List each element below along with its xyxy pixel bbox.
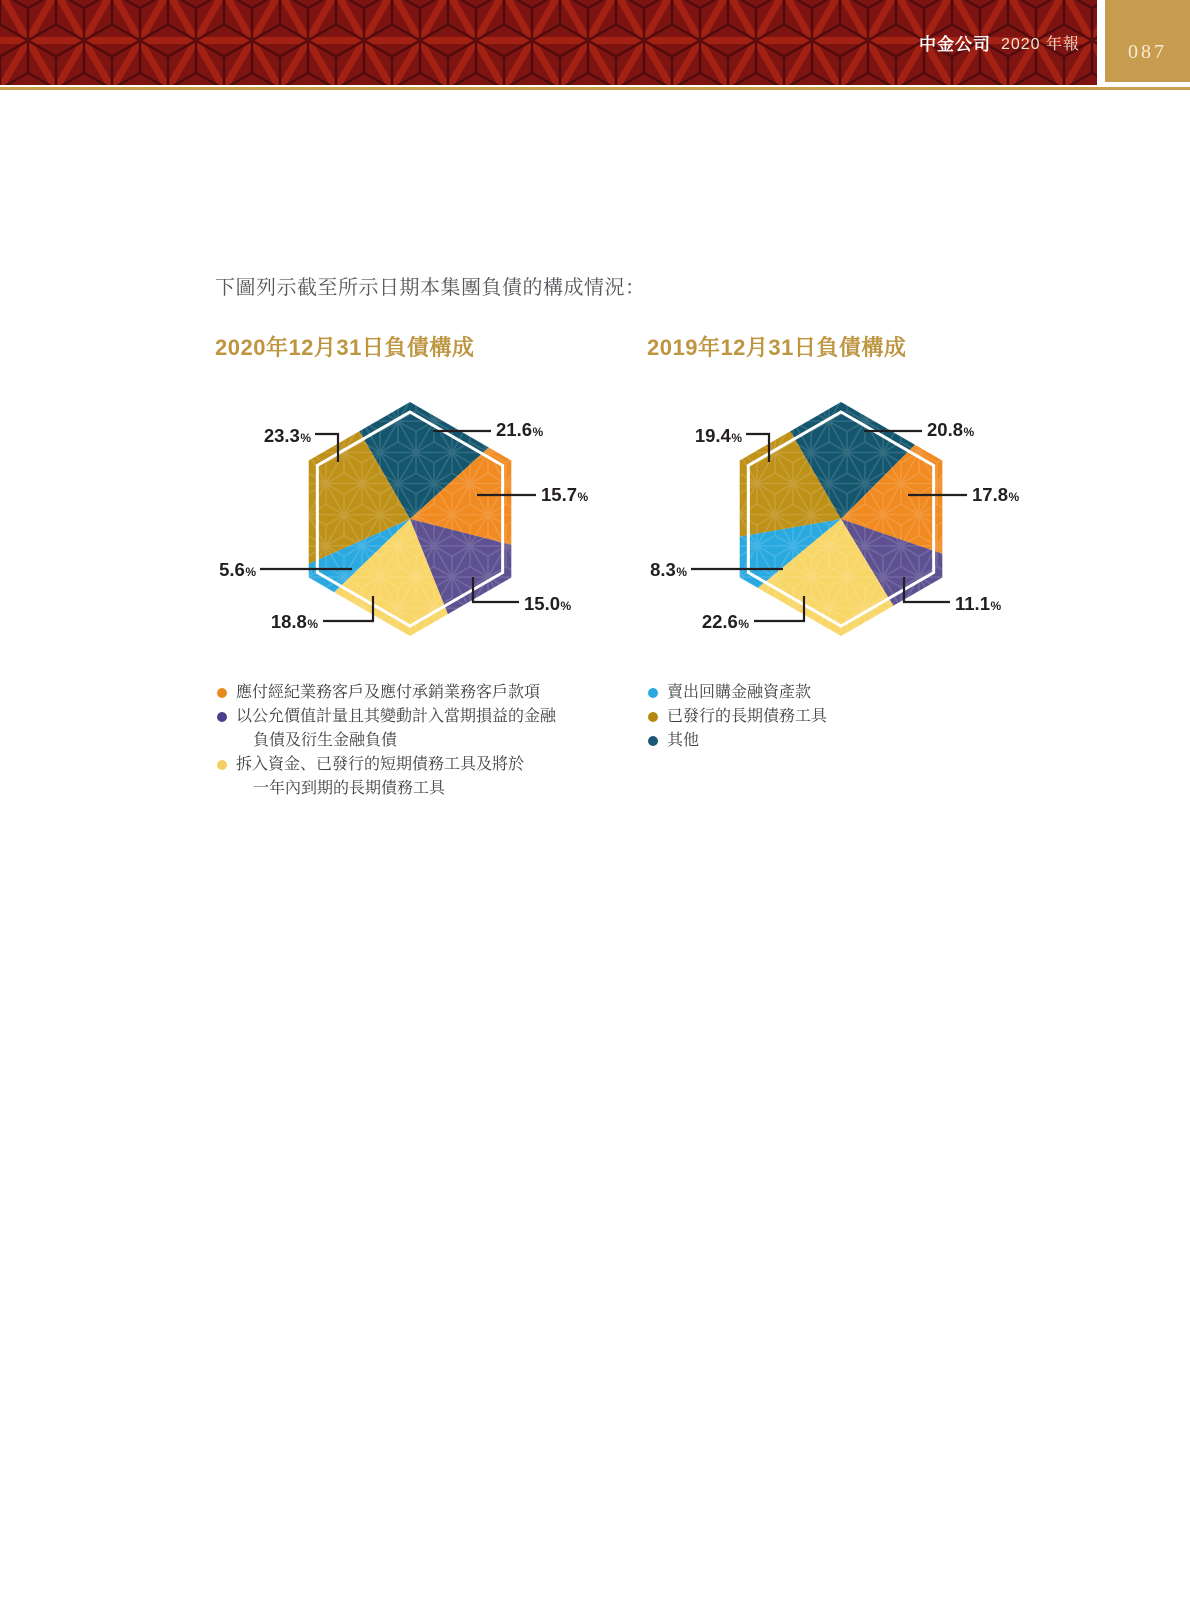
legend-dot-icon [648, 712, 658, 722]
gold-divider-rule [0, 87, 1190, 90]
legend-dot-icon [217, 760, 227, 770]
legend-2019 [648, 681, 827, 753]
slice-label-3: 18.8% [270, 611, 318, 632]
hexagon-pie-chart-2019 [631, 390, 1051, 650]
intro-text: 下圖列示截至所示日期本集團負債的構成情況： [215, 277, 646, 299]
slice-label-4: 8.3% [650, 559, 687, 580]
legend-dot-icon [217, 712, 227, 722]
legend-dot-icon [217, 688, 227, 698]
header-title [0, 0, 1080, 85]
legend-item-text: 已發行的長期債務工具 [667, 708, 828, 725]
slice-label-0: 21.6% [496, 419, 544, 440]
hexagon-pie-chart-2020 [200, 390, 620, 650]
slice-label-1: 17.8% [972, 484, 1020, 505]
slice-label-1: 15.7% [541, 484, 589, 505]
legend-item-text: 一年內到期的長期債務工具 [253, 780, 446, 797]
legend-item-text: 拆入資金、已發行的短期債務工具及將於 [236, 756, 525, 773]
legend-item-text: 負債及衍生金融負債 [253, 732, 398, 749]
report-year: 2020 年報 [1000, 36, 1080, 53]
legend-item-text: 應付經紀業務客戶及應付承銷業務客戶款項 [236, 684, 541, 701]
legend-item-text: 賣出回購金融資產款 [667, 684, 812, 701]
header-banner [0, 0, 1097, 85]
legend-item-0 [648, 681, 827, 705]
legend-item-1 [217, 705, 556, 753]
company-name: 中金公司 [918, 35, 991, 54]
legend-item-2 [217, 753, 556, 801]
slice-label-3: 22.6% [701, 611, 749, 632]
legend-item-2 [648, 729, 827, 753]
slice-label-4: 5.6% [219, 559, 256, 580]
chart-title-2020: 2020年12月31日負債構成 [215, 335, 475, 360]
chart-title-2019: 2019年12月31日負債構成 [647, 335, 907, 360]
legend-item-text: 以公允價值計量且其變動計入當期損益的金融 [236, 708, 557, 725]
legend-item-0 [217, 681, 556, 705]
slice-label-5: 19.4% [694, 425, 742, 446]
legend-item-text: 其他 [667, 732, 700, 749]
page-number-box [1105, 0, 1190, 82]
legend-2020 [217, 681, 556, 801]
page-number: 087 [1128, 40, 1167, 63]
legend-dot-icon [648, 736, 658, 746]
slice-label-0: 20.8% [927, 419, 975, 440]
slice-label-2: 11.1% [955, 593, 1002, 614]
legend-item-1 [648, 705, 827, 729]
slice-label-2: 15.0% [524, 593, 572, 614]
legend-dot-icon [648, 688, 658, 698]
slice-label-5: 23.3% [263, 425, 311, 446]
